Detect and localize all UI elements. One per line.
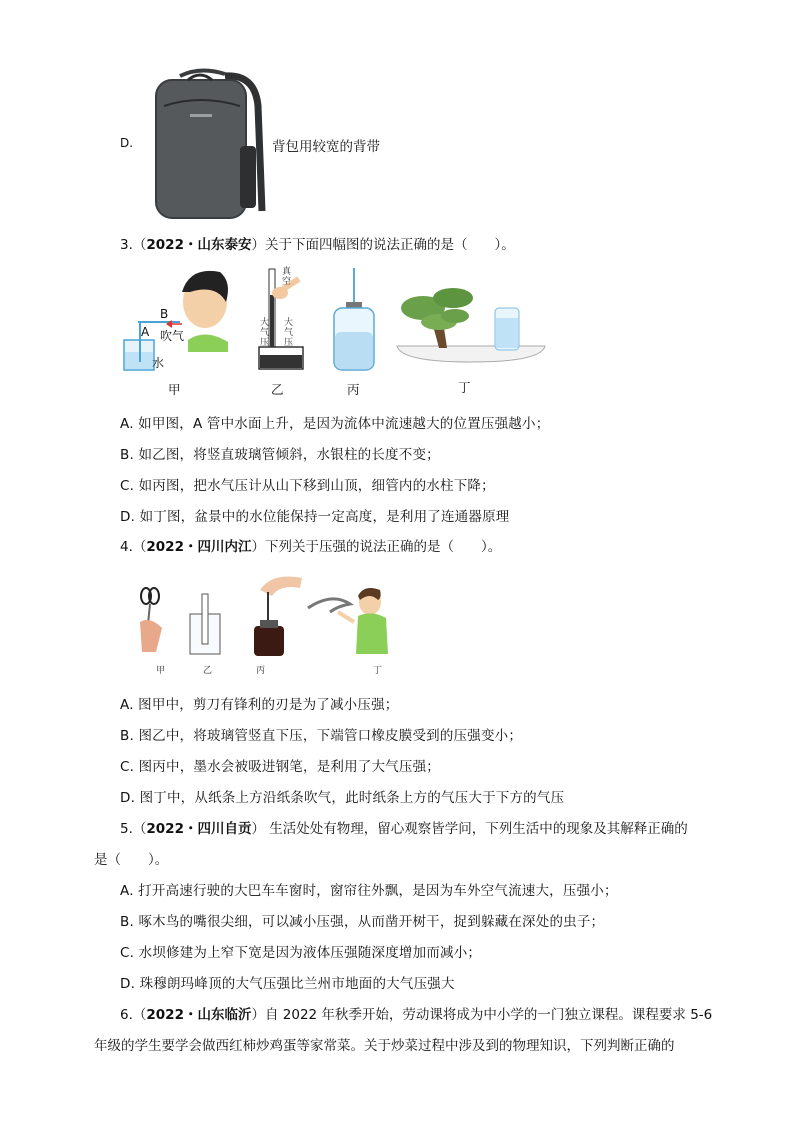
figure-bing	[330, 266, 378, 374]
q4-caption-jia: 甲	[156, 666, 166, 676]
label-air-left: 大气压	[260, 318, 270, 348]
stem-prefix: 6.（	[120, 1007, 147, 1023]
q5-option-b: B. 啄木鸟的嘴很尖细，可以减小压强，从而凿开树干，捉到躲藏在深处的虫子；	[120, 914, 605, 930]
question-5-stem	[120, 817, 688, 837]
label-a: A	[141, 325, 150, 339]
q4-option-b: B. 图乙中，将玻璃管竖直下压，下端管口橡皮膜受到的压强变小；	[120, 728, 523, 744]
backpack-figure	[150, 66, 270, 221]
q4-option-a: A. 图甲中，剪刀有锋利的刃是为了减小压强；	[120, 697, 399, 713]
stem-text: ）下列关于压强的说法正确的是（ ）。	[251, 539, 502, 555]
q4-option-d: D. 图丁中，从纸条上方沿纸条吹气，此时纸条上方的气压大于下方的气压	[120, 790, 565, 806]
option-d-text: 背包用较宽的背带	[272, 139, 380, 155]
q3-option-d: D. 如丁图，盆景中的水位能保持一定高度，是利用了连通器原理	[120, 509, 510, 525]
stem-prefix: 4.（	[120, 539, 147, 555]
label-water: 水	[152, 356, 165, 370]
caption-ding: 丁	[458, 380, 471, 395]
question-6-stem	[120, 1003, 712, 1023]
q5-option-c: C. 水坝修建为上窄下宽是因为液体压强随深度增加而减小；	[120, 945, 482, 961]
stem-text: ） 生活处处有物理，留心观察皆学问，下列生活中的现象及其解释正确的	[251, 821, 688, 837]
boy-blowing-figure	[308, 588, 388, 654]
stem-prefix: 5.（	[120, 821, 147, 837]
stem-text: ）关于下面四幅图的说法正确的是（ ）。	[251, 237, 515, 253]
label-vacuum: 真空	[282, 267, 292, 287]
stem-prefix: 3.（	[120, 237, 147, 253]
q4-caption-ding: 丁	[373, 666, 383, 676]
q4-figures	[132, 572, 394, 662]
q5-option-d: D. 珠穆朗玛峰顶的大气压强比兰州市地面的大气压强大	[120, 976, 455, 992]
q4-caption-yi: 乙	[203, 666, 213, 676]
caption-yi: 乙	[271, 382, 284, 397]
label-air-right: 大气压	[284, 318, 294, 348]
question-5-stem-line2: 是（ ）。	[94, 852, 169, 868]
label-b: B	[160, 307, 169, 321]
question-source: 2022・山东泰安	[146, 237, 252, 253]
scissors-figure	[140, 588, 162, 652]
question-6-stem-line2: 年级的学生要学会做西红柿炒鸡蛋等家常菜。关于炒菜过程中涉及到的物理知识，下列判断正确的	[94, 1038, 675, 1054]
question-3-stem	[120, 233, 515, 253]
question-source: 2022・四川内江	[146, 539, 252, 555]
question-4-stem	[120, 535, 501, 555]
caption-bing: 丙	[347, 382, 360, 397]
label-blow: 吹气	[160, 329, 185, 343]
caption-jia: 甲	[168, 382, 181, 397]
q5-option-a: A. 打开高速行驶的大巴车车窗时，窗帘往外飘，是因为车外空气流速大，压强小；	[120, 883, 618, 899]
question-source: 2022・山东临沂	[146, 1007, 252, 1023]
option-d-letter: D.	[120, 136, 134, 150]
ink-bottle-figure	[254, 577, 302, 657]
q4-caption-bing: 丙	[256, 666, 266, 676]
question-source: 2022・四川自贡	[146, 821, 252, 837]
figure-ding	[395, 282, 547, 366]
q3-option-c: C. 如丙图，把水气压计从山下移到山顶，细管内的水柱下降；	[120, 478, 495, 494]
q3-option-b: B. 如乙图，将竖直玻璃管倾斜，水银柱的长度不变；	[120, 447, 440, 463]
q4-option-c: C. 图丙中，墨水会被吸进钢笔，是利用了大气压强；	[120, 759, 441, 775]
stem-text: ）自 2022 年秋季开始，劳动课将成为中小学的一门独立课程。课程要求 5-6	[251, 1007, 713, 1023]
q3-option-a: A. 如甲图，A 管中水面上升，是因为流体中流速越大的位置压强越小；	[120, 416, 550, 432]
figure-jia	[120, 262, 235, 374]
beaker-figure	[190, 594, 220, 654]
